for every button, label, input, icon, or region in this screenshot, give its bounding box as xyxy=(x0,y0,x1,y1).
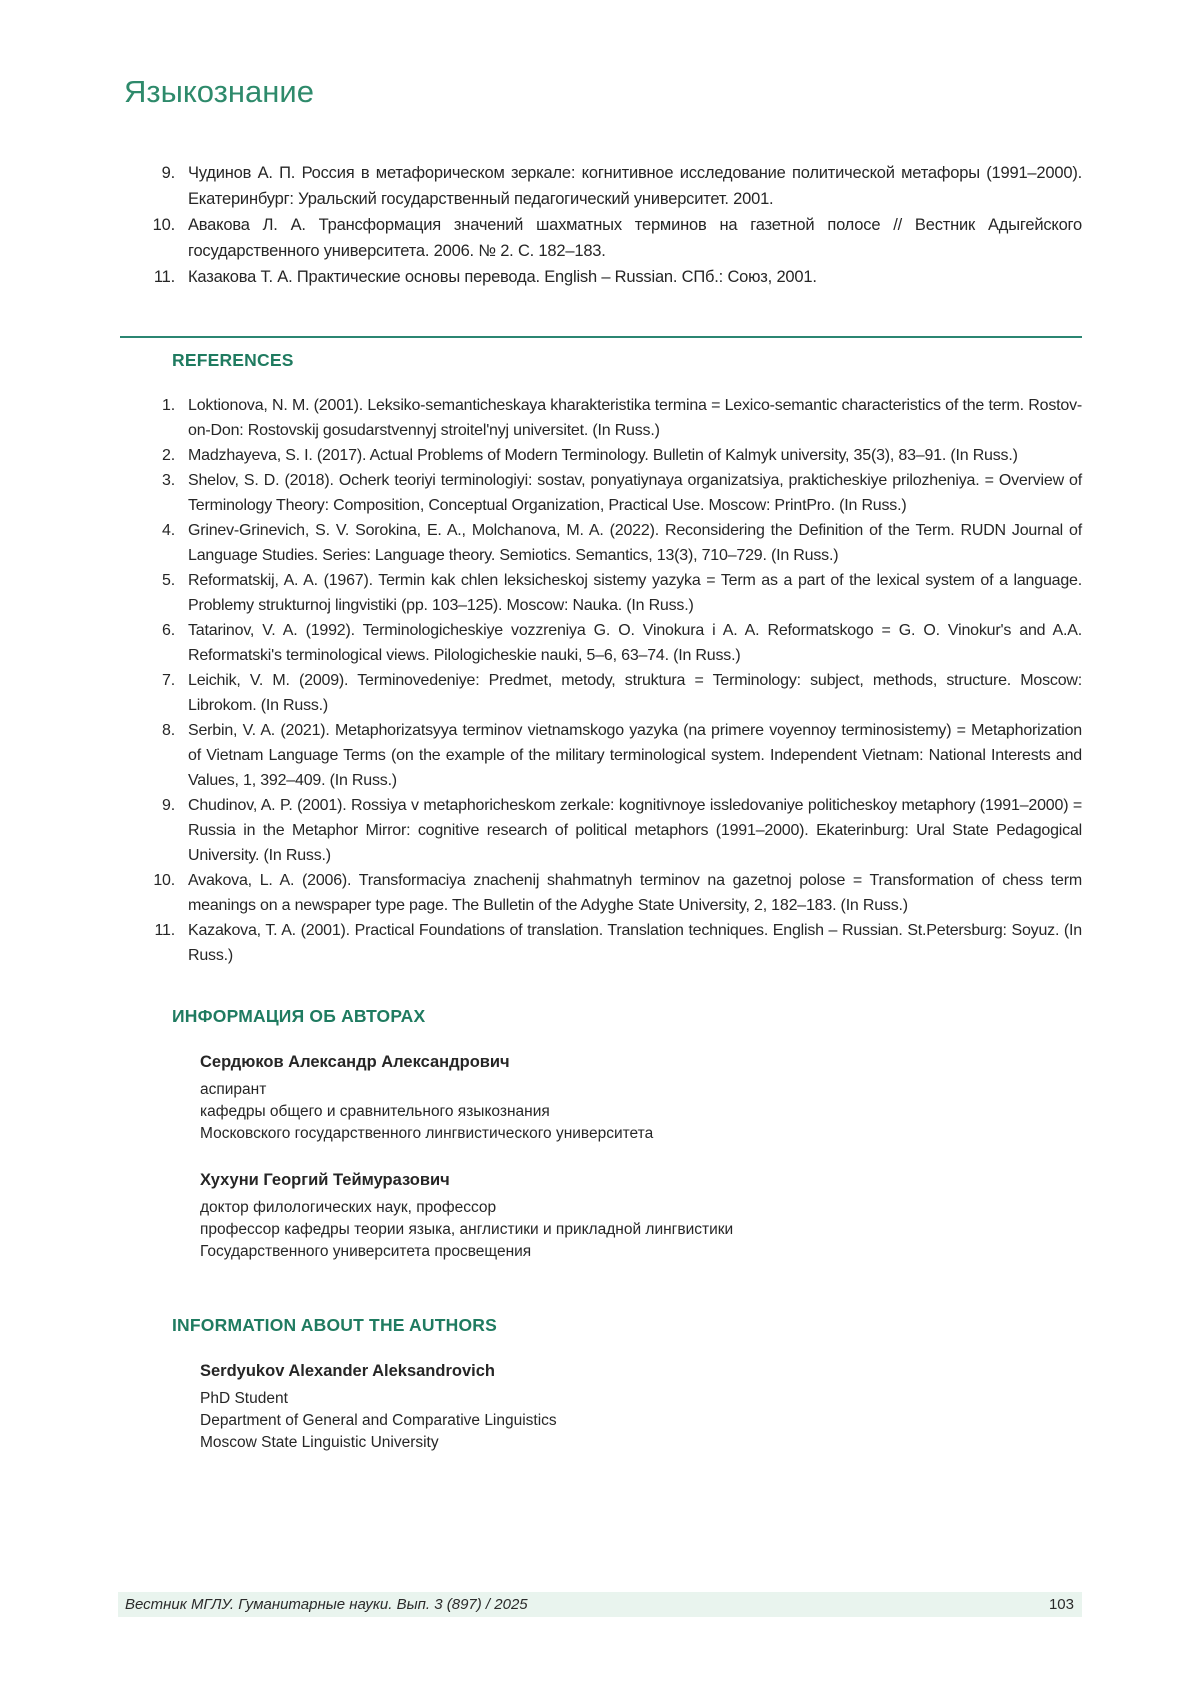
author-name: Serdyukov Alexander Aleksandrovich xyxy=(200,1361,495,1380)
reference-item xyxy=(120,264,1082,290)
reference-number: 9. xyxy=(161,163,175,182)
reference-text: Tatarinov, V. A. (1992). Terminologicheskiye vozzreniya G. O. Vinokura i A. A. Reformatskogo = G. O. Vinokur's and A.A. Reformatski's terminological views. Pilologicheskie nauki, 5–6, 63–74. (In Russ.) xyxy=(188,621,1082,664)
author-block xyxy=(200,1171,1082,1263)
reference-item xyxy=(120,568,1082,618)
references-list xyxy=(120,393,1082,968)
reference-item xyxy=(120,212,1082,264)
reference-item xyxy=(120,918,1082,968)
reference-text: Serbin, V. A. (2021). Metaphorizatsyya terminov vietnamskogo yazyka (na primere voyennoy terminosistemy) = Metaphorization of Vietnam Language Terms (on the example of the military terminological system. Independent Vietnam: National Interests and Values, 1, 392–409. (In Russ.) xyxy=(188,721,1082,789)
author-detail-line: PhD Student xyxy=(200,1389,288,1407)
reference-text: Чудинов А. П. Россия в метафорическом зеркале: когнитивное исследование политической метафоры (1991–2000). Екатеринбург: Уральский государственный педагогический университет. 2001. xyxy=(188,163,1082,208)
reference-item xyxy=(120,468,1082,518)
reference-text: Kazakova, T. A. (2001). Practical Foundations of translation. Translation techniques. English – Russian. St.Petersburg: Soyuz. (In Russ.) xyxy=(188,921,1082,964)
author-detail-line: Московского государственного лингвистического университета xyxy=(200,1124,654,1142)
section-divider xyxy=(120,336,1082,338)
reference-number: 10. xyxy=(153,871,175,889)
reference-item xyxy=(120,618,1082,668)
russian-references-list xyxy=(120,160,1082,290)
section-title: Языкознание xyxy=(124,74,314,109)
reference-text: Reformatskij, A. A. (1967). Termin kak chlen leksicheskoj sistemy yazyka = Term as a part of the lexical system of a language. Problemy strukturnoj lingvistiki (pp. 103–125). Moscow: Nauka. (In Russ.) xyxy=(188,571,1082,614)
reference-number: 8. xyxy=(162,721,175,739)
reference-text: Chudinov, A. P. (2001). Rossiya v metaphoricheskom zerkale: kognitivnoye issledovaniye politicheskoy metaphory (1991–2000) = Russia in the Metaphor Mirror: cognitive research of political metaphors (1991–2000). Ekaterinburg: Ural State Pedagogical University. (In Russ.) xyxy=(188,796,1082,864)
reference-item xyxy=(120,393,1082,443)
authors-info-ru-heading: ИНФОРМАЦИЯ ОБ АВТОРАХ xyxy=(172,1005,426,1026)
author-name: Хухуни Георгий Теймуразович xyxy=(200,1170,450,1189)
author-detail-line: доктор филологических наук, профессор xyxy=(200,1198,497,1216)
reference-item xyxy=(120,718,1082,793)
author-detail-line: Государственного университета просвещения xyxy=(200,1242,532,1260)
reference-number: 11. xyxy=(153,267,175,286)
reference-item xyxy=(120,793,1082,868)
reference-number: 10. xyxy=(152,215,175,234)
author-detail-line: профессор кафедры теории языка, англистики и прикладной лингвистики xyxy=(200,1220,734,1238)
reference-number: 5. xyxy=(162,571,175,589)
reference-number: 2. xyxy=(162,446,175,464)
reference-text: Loktionova, N. M. (2001). Leksiko-semanticheskaya kharakteristika termina = Lexico-semantic characteristics of the term. Rostov-on-Don: Rostovskij gosudarstvennyj stroitel'nyj universitet. (In Russ.) xyxy=(188,396,1082,439)
reference-text: Leichik, V. M. (2009). Terminovedeniye: Predmet, metody, struktura = Terminology: subject, methods, structure. Moscow: Librokom. (In Russ.) xyxy=(188,671,1082,714)
author-name: Сердюков Александр Александрович xyxy=(200,1052,510,1071)
reference-item xyxy=(120,668,1082,718)
author-detail-line: Department of General and Comparative Linguistics xyxy=(200,1411,557,1429)
references-heading: REFERENCES xyxy=(172,349,294,370)
author-details xyxy=(200,1079,1082,1145)
reference-text: Авакова Л. А. Трансформация значений шахматных терминов на газетной полосе // Вестник Адыгейского государственного университета. 2006. № 2. С. 182–183. xyxy=(188,215,1082,260)
reference-text: Grinev-Grinevich, S. V. Sorokina, E. A., Molchanova, M. A. (2022). Reconsidering the Definition of the Term. RUDN Journal of Language Studies. Series: Language theory. Semiotics. Semantics, 13(3), 710–729. (In Russ.) xyxy=(188,521,1082,564)
reference-text: Казакова Т. А. Практические основы перевода. English – Russian. СПб.: Союз, 2001. xyxy=(188,267,817,286)
author-detail-line: Moscow State Linguistic University xyxy=(200,1433,439,1451)
reference-item xyxy=(120,160,1082,212)
footer-journal-title: Вестник МГЛУ. Гуманитарные науки. Вып. 3 (897) / 2025 xyxy=(125,1596,528,1613)
reference-text: Shelov, S. D. (2018). Ocherk teoriyi terminologiyi: sostav, ponyatiynaya organizatsiya, prakticheskiye prilozheniya. = Overview of Terminology Theory: Composition, Conceptual Organization, Practical Use. Moscow: PrintPro. (In Russ.) xyxy=(188,471,1082,514)
reference-item xyxy=(120,868,1082,918)
authors-ru-section xyxy=(200,1053,1082,1263)
reference-item xyxy=(120,443,1082,468)
reference-text: Avakova, L. A. (2006). Transformaciya znachenij shahmatnyh terminov na gazetnoj polose = Transformation of chess term meanings on a newspaper type page. The Bulletin of the Adyghe State University, 2, 182–183. (In Russ.) xyxy=(188,871,1082,914)
reference-number: 6. xyxy=(162,621,175,639)
reference-number: 7. xyxy=(162,671,175,689)
reference-number: 9. xyxy=(162,796,175,814)
author-details xyxy=(200,1388,1082,1454)
reference-number: 1. xyxy=(162,396,175,414)
page-footer xyxy=(118,1592,1082,1617)
footer-page-number: 103 xyxy=(1048,1596,1074,1613)
reference-text: Madzhayeva, S. I. (2017). Actual Problems of Modern Terminology. Bulletin of Kalmyk university, 35(3), 83–91. (In Russ.) xyxy=(188,446,1018,464)
author-block xyxy=(200,1053,1082,1145)
reference-number: 11. xyxy=(154,921,175,939)
author-block xyxy=(200,1362,1082,1454)
author-detail-line: кафедры общего и сравнительного языкознания xyxy=(200,1102,550,1120)
reference-item xyxy=(120,518,1082,568)
authors-en-section xyxy=(200,1362,1082,1454)
author-detail-line: аспирант xyxy=(200,1080,267,1098)
reference-number: 4. xyxy=(162,521,175,539)
reference-number: 3. xyxy=(162,471,175,489)
authors-info-en-heading: INFORMATION ABOUT THE AUTHORS xyxy=(172,1314,497,1335)
author-details xyxy=(200,1197,1082,1263)
